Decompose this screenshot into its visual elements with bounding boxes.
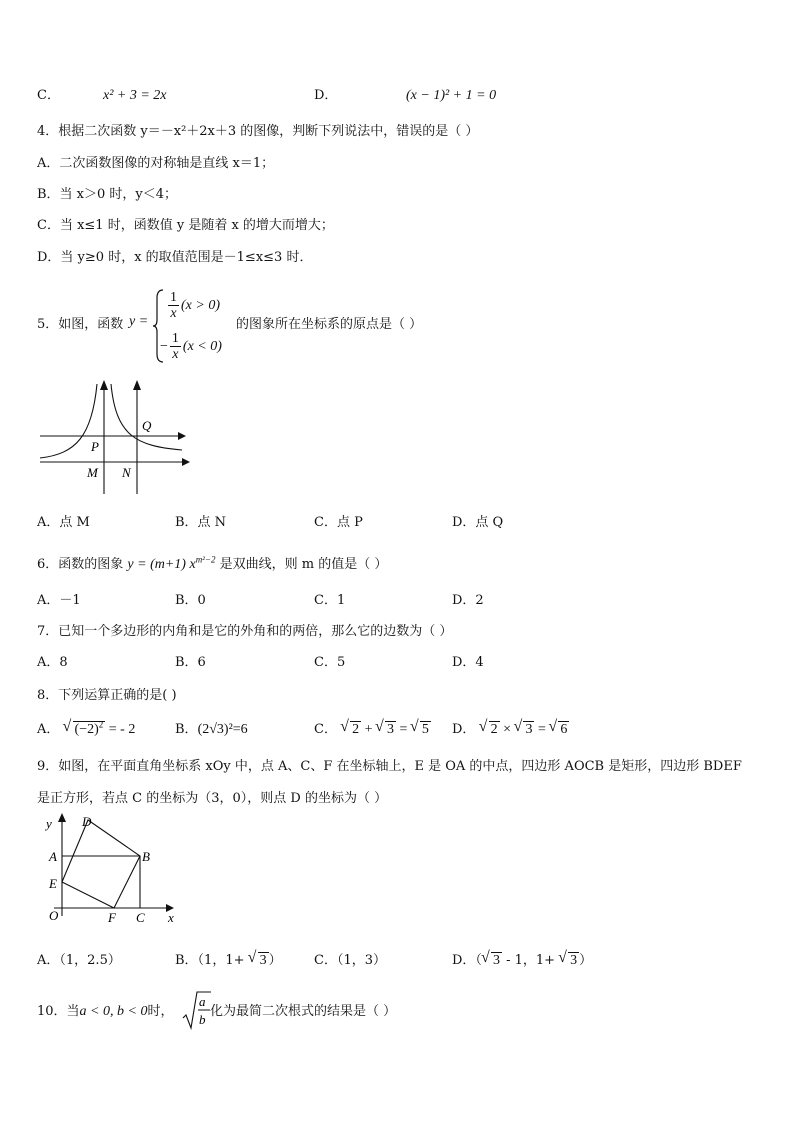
- q5-figure: [36, 376, 190, 498]
- q5-label-q: Q: [142, 418, 152, 433]
- q5-label-m: M: [87, 465, 98, 480]
- q10-stem-mid: 时，: [147, 1004, 174, 1019]
- q9-option-b-tail: ）: [268, 953, 282, 968]
- q9-option-a: A．（1，2.5）: [37, 953, 121, 968]
- q8-option-c: C． √ 2 + √ 3 = √ 5: [314, 720, 431, 740]
- svg-text:b: b: [199, 1012, 206, 1027]
- q9-label-e: E: [49, 876, 57, 891]
- q3-option-c-expr: x² + 3 = 2x: [103, 88, 167, 103]
- q3-option-d-label: D．: [314, 88, 338, 103]
- q5-option-a: A．点 M: [37, 515, 90, 530]
- q8-option-b-expr: (2√3)²=6: [197, 722, 248, 737]
- q4-option-a: A．二次函数图像的对称轴是直线 x＝1；: [37, 156, 275, 171]
- q5-stem-prefix-text: 5．如图，函数: [37, 317, 124, 332]
- q8-stem: 8．下列运算正确的是( ): [37, 688, 177, 703]
- q9-option-d-tail: ）: [579, 953, 593, 968]
- q5-stem-prefix: [37, 315, 123, 335]
- q5-function-y: y =: [129, 314, 149, 329]
- q5-option-c: C．点 P: [314, 515, 363, 530]
- q3-option-d-expr: (x − 1)² + 1 = 0: [406, 88, 497, 103]
- q10-radical: [182, 990, 212, 1032]
- q8-option-b: [175, 720, 248, 740]
- q6-option-c: C．1: [314, 593, 346, 608]
- q3-option-c-label: C．: [37, 88, 60, 103]
- q9-stem-line1: 9．如图，在平面直角坐标系 xOy 中，点 A、C、F 在坐标轴上，E 是 OA 的中点，四边形 AOCB 是矩形，四边形 BDEF: [37, 759, 742, 774]
- q8-option-c-label: C．: [314, 722, 337, 737]
- q7-option-a: A．8: [37, 655, 68, 670]
- q6-option-d: D．2: [452, 593, 484, 608]
- q5-piece-1-cond: (x > 0): [181, 298, 220, 313]
- q9-label-d: D: [82, 814, 92, 829]
- q6-function: y = (m+1) $x^{m^2-2}$: [127, 554, 216, 572]
- q10-stem: [37, 1002, 173, 1022]
- q9-label-f: F: [108, 910, 116, 924]
- q8-option-a: A． √ $(-2)^2$ = - 2: [37, 720, 135, 740]
- q4-option-c: C．当 x≤1 时，函数值 y 是随着 x 的增大而增大；: [37, 218, 334, 233]
- q5-curve-left: [40, 384, 97, 458]
- q6-option-b: B．0: [175, 593, 206, 608]
- q9-label-b: B: [142, 849, 150, 864]
- q6-stem-suffix: 是双曲线，则 m 的值是（ ）: [219, 557, 388, 572]
- q8-option-b-label: B．: [175, 722, 198, 737]
- q9-option-b: B．（1，1+ √ 3 ）: [175, 951, 282, 971]
- q5-curve-right: [111, 384, 182, 450]
- q9-figure: [36, 812, 186, 924]
- q8-option-d-label: D．: [452, 722, 476, 737]
- q7-stem: 7．已知一个多边形的内角和是它的外角和的两倍，那么它的边数为（ ）: [37, 624, 453, 639]
- q9-square-bdef: [62, 820, 140, 908]
- q5-option-b: B．点 N: [175, 515, 227, 530]
- q6-stem-prefix: 6．函数的图象: [37, 557, 124, 572]
- q9-label-y: y: [46, 816, 52, 831]
- q9-label-o: O: [49, 908, 59, 923]
- q8-option-d: D． √ 2 × √ 3 = √ 6: [452, 720, 569, 740]
- q9-option-d: D．（√ 3 - 1，1+ √ 3 ）: [452, 951, 592, 971]
- q7-option-b: B．6: [175, 655, 206, 670]
- q9-option-c: C．（1，3）: [314, 953, 386, 968]
- q4-option-b: B．当 x＞0 时，y＜4；: [37, 187, 178, 202]
- q5-label-n: N: [122, 465, 131, 480]
- q8-option-a-expr: √ $(-2)^2$: [64, 720, 106, 740]
- q7-option-c: C．5: [314, 655, 346, 670]
- q9-stem-line2: 是正方形，若点 C 的坐标为（3，0），则点 D 的坐标为（ ）: [37, 791, 388, 806]
- q5-piece-2: − $\frac{1}{x}$ (x < 0): [160, 331, 222, 362]
- q9-option-b-text: B．（1，1+: [175, 953, 245, 968]
- q5-piece-2-cond: (x < 0): [182, 339, 222, 354]
- q9-label-a: A: [49, 849, 57, 864]
- q10-condition: a < 0, b < 0: [79, 1004, 148, 1019]
- q10-stem-prefix: 10．当: [37, 1004, 80, 1019]
- q5-option-d: D．点 Q: [452, 515, 504, 530]
- q6-option-a: A．－1: [37, 593, 81, 608]
- q4-stem: 4．根据二次函数 y＝－x²＋2x＋3 的图像，判断下列说法中，错误的是（ ）: [37, 124, 479, 139]
- q8-option-a-label: A．: [37, 722, 60, 737]
- q7-option-d: D．4: [452, 655, 484, 670]
- svg-text:a: a: [199, 994, 206, 1009]
- q5-piece-1: $\frac{1}{x}$ (x > 0): [170, 290, 220, 321]
- q10-stem-suffix: 化为最简二次根式的结果是（ ）: [210, 1004, 397, 1019]
- q6-stem: [37, 555, 387, 575]
- q5-stem-suffix: 的图象所在坐标系的原点是（ ）: [236, 317, 423, 332]
- q9-option-d-mid: - 1，1+: [501, 953, 560, 968]
- q5-label-p: P: [91, 439, 99, 454]
- q4-option-d: D．当 y≥0 时，x 的取值范围是－1≤x≤3 时．: [37, 250, 313, 265]
- q9-label-x: x: [168, 910, 174, 924]
- q9-label-c: C: [136, 910, 145, 924]
- q9-option-d-text: D．（: [452, 953, 482, 968]
